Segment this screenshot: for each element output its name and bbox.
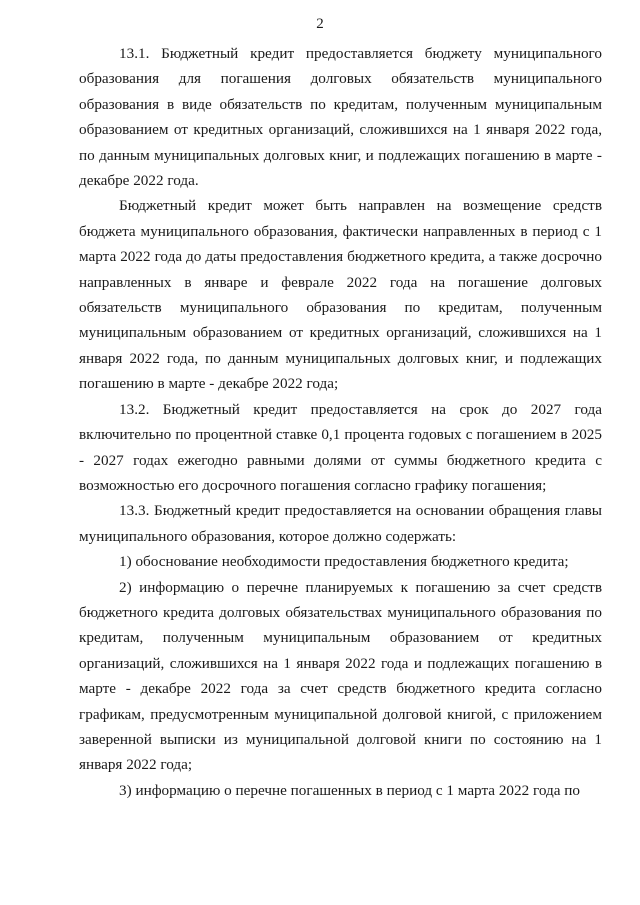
paragraph-budget-credit-purpose: Бюджетный кредит может быть направлен на возмещение средств бюджета муниципального образования, фактически направленных в период с 1 марта 2022 года до даты предоставления бюджетного кредита, а также досрочно направленных в январе и феврале 2022 года на погашение долговых обязательств муниципального образования по кредитам, полученным муниципальным образованием от кредитных организаций, сложившихся на 1 января 2022 года, по данным муниципальных долговых книг, и подлежащих погашению в марте - декабре 2022 года; bbox=[79, 197, 602, 393]
list-item-2: 2) информацию о перечне планируемых к погашению за счет средств бюджетного кредита долговых обязательствах муниципального образования по кредитам, полученным муниципальным образованием от кредитных организаций, сложившихся на 1 января 2022 года и подлежащих погашению в марте - декабре 2022 года за счет средств бюджетного кредита согласно графикам, предусмотренным муниципальной долговой книгой, с приложением заверенной выписки из муниципальной долговой книги по состоянию на 1 января 2022 года; bbox=[79, 578, 602, 774]
list-item-3: 3) информацию о перечне погашенных в период с 1 марта 2022 года по bbox=[119, 781, 580, 799]
paragraph-13-3: 13.3. Бюджетный кредит предоставляется на основании обращения главы муниципального образования, которое должно содержать: bbox=[79, 502, 602, 545]
paragraph-13-2: 13.2. Бюджетный кредит предоставляется на срок до 2027 года включительно по процентной ставке 0,1 процента годовых с погашением в 2025 - 2027 годах ежегодно равными долями от суммы бюджетного кредита с возможностью его досрочного погашения согласно графику погашения; bbox=[79, 400, 602, 494]
document-body bbox=[79, 41, 602, 803]
list-item-1: 1) обоснование необходимости предоставления бюджетного кредита; bbox=[119, 553, 569, 571]
page-number: 2 bbox=[316, 16, 324, 32]
paragraph-13-1: 13.1. Бюджетный кредит предоставляется бюджету муниципального образования для погашения долговых обязательств муниципального образования в виде обязательств по кредитам, полученным муниципальным образованием от кредитных организаций, сложившихся на 1 января 2022 года, по данным муниципальных долговых книг, и подлежащих погашению в марте - декабре 2022 года. bbox=[79, 45, 602, 190]
